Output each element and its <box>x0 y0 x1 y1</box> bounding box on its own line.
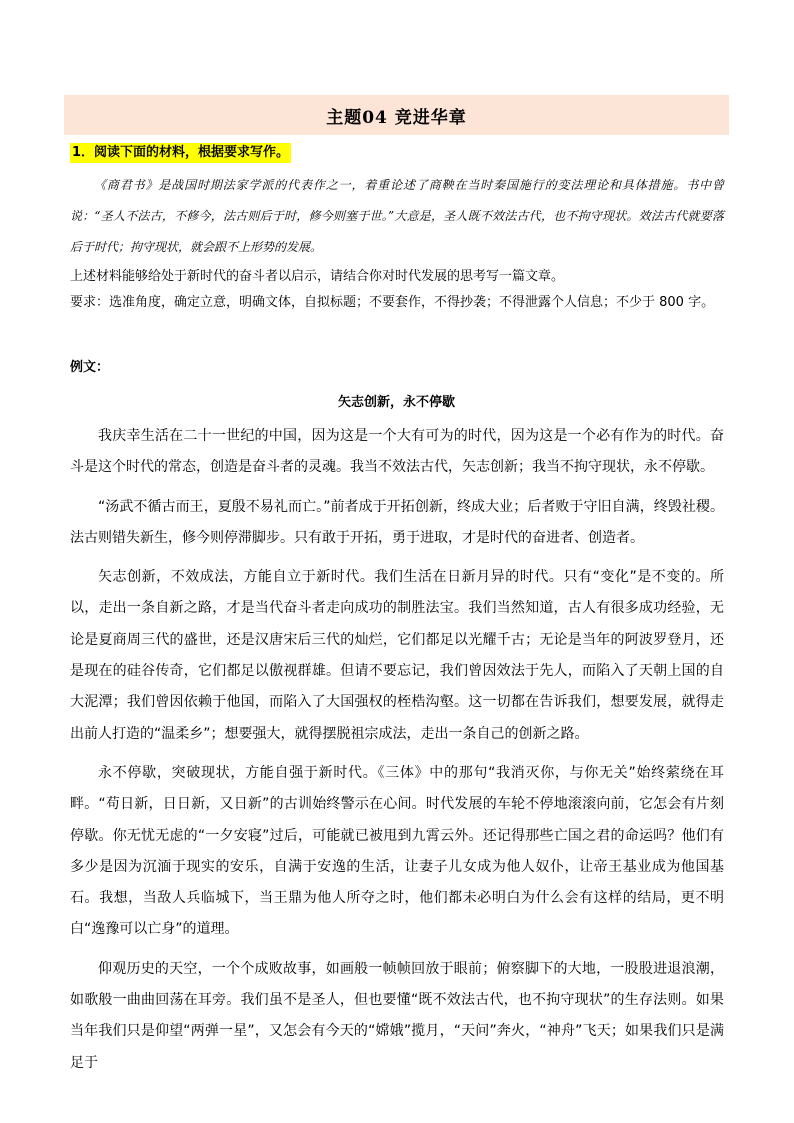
material-text: 《商君书》是战国时期法家学派的代表作之一，着重论述了商鞅在当时秦国施行的变法理论和具体措施。书中曾说：“圣人不法古，不修今，法古则后于时，修今则塞于世。”大意是，圣人既不效法古代，也不拘守现状。效法古代就要落后于时代；拘守现状，就会跟不上形势的发展。 <box>70 178 724 254</box>
essay-body <box>70 421 724 1087</box>
question-label: 1．阅读下面的材料，根据要求写作。 <box>70 143 291 163</box>
essay-paragraph: 永不停歇，突破现状，方能自强于新时代。《三体》中的那句“我消灭你，与你无关”始终萦绕在耳畔。“苟日新，日日新，又日新”的古训始终警示在心间。时代发展的车轮不停地滚滚向前，它怎会有片刻停歇。你无忧无虑的“一夕安寝”过后，可能就已被甩到九霄云外。还记得那些亡国之君的命运吗？他们有多少是因为沉湎于现实的安乐，自满于安逸的生活，让妻子儿女成为他人奴仆，让帝王基业成为他国基石。我想，当敌人兵临城下，当王鼎为他人所夺之时，他们都未必明白为什么会有这样的结局，更不明白“逸豫可以亡身”的道理。 <box>70 764 724 938</box>
material-block <box>70 170 724 263</box>
prompt-instruction: 上述材料能够给处于新时代的奋斗者以启示，请结合你对时代发展的思考写一篇文章。 <box>70 269 565 284</box>
prompt-block <box>70 264 724 316</box>
prompt-requirements: 要求：选准角度，确定立意，明确文体，自拟标题；不要套作，不得抄袭；不得泄露个人信息；不少于 800 字。 <box>70 295 715 310</box>
essay-paragraph: 矢志创新，不效成法，方能自立于新时代。我们生活在日新月异的时代。只有“变化”是不变的。所以，走出一条自新之路，才是当代奋斗者走向成功的制胜法宝。我们当然知道，古人有很多成功经验，无论是夏商周三代的盛世，还是汉唐宋后三代的灿烂，它们都足以光耀千古；无论是当年的阿波罗登月，还是现在的硅谷传奇，它们都足以傲视群雄。但请不要忘记，我们曾因效法于先人，而陷入了天朝上国的自大泥潭；我们曾因依赖于他国，而陷入了大国强权的桎梏沟壑。这一切都在告诉我们，想要发展，就得走出前人打造的“温柔乡”；想要强大，就得摆脱祖宗成法，走出一条自己的创新之路。 <box>70 569 724 742</box>
essay-paragraph: 我庆幸生活在二十一世纪的中国，因为这是一个大有可为的时代，因为这是一个必有作为的时代。奋斗是这个时代的常态，创造是奋斗者的灵魂。我当不效法古代，矢志创新；我当不拘守现状，永不停歇。 <box>70 428 724 476</box>
essay-paragraph: “汤武不循古而王，夏殷不易礼而亡。”前者成于开拓创新，终成大业；后者败于守旧自满，终毁社稷。法古则错失新生，修今则停滞脚步。只有敢于开拓，勇于进取，才是时代的奋进者、创造者。 <box>70 498 724 546</box>
essay-paragraph: 仰观历史的天空，一个个成败故事，如画般一帧帧回放于眼前；俯察脚下的大地，一股股进退浪潮，如歌般一曲曲回荡在耳旁。我们虽不是圣人，但也要懂“既不效法古代，也不拘守现状”的生存法则。如果当年我们只是仰望“两弹一星”，又怎会有今天的“嫦娥”揽月，“天问”奔火，“神舟”飞天；如果我们只是满足于 <box>70 960 724 1071</box>
page-title: 主题04 竞进华章 <box>326 107 467 128</box>
essay-title: 矢志创新，永不停歇 <box>337 395 455 410</box>
title-band <box>64 95 729 135</box>
example-label: 例文： <box>70 360 110 375</box>
